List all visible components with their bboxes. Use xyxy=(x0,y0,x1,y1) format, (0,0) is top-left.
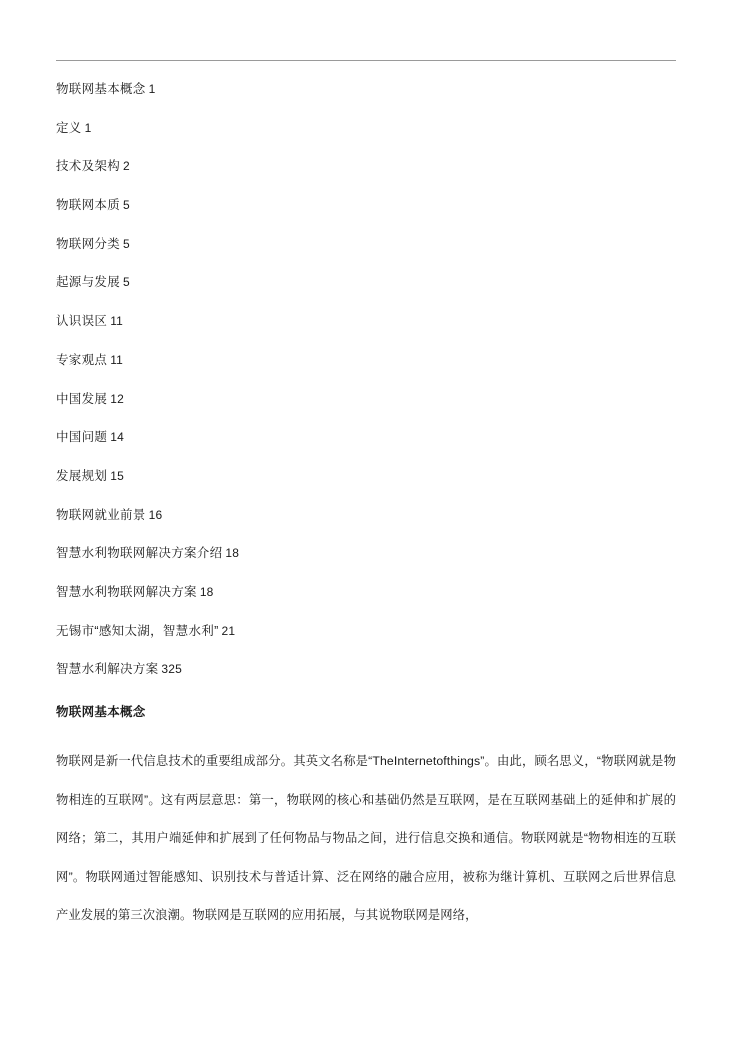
toc-entry-page: 1 xyxy=(148,82,156,96)
toc-entry-title: 物联网分类 xyxy=(56,236,121,251)
toc-entry-title: 技术及架构 xyxy=(56,159,121,174)
toc-entry-title: 专家观点 xyxy=(56,352,108,367)
toc-entry-title: 智慧水利解决方案 xyxy=(56,662,159,677)
toc-entry-title: 物联网基本概念 xyxy=(56,82,146,96)
page-content xyxy=(56,60,676,935)
toc-entry-page: 5 xyxy=(123,198,130,213)
toc-entry[interactable] xyxy=(56,625,676,638)
toc-entry-page: 18 xyxy=(199,584,214,599)
toc-entry-page: 21 xyxy=(221,623,236,638)
toc-entry[interactable] xyxy=(56,393,676,406)
toc-entry[interactable] xyxy=(56,509,676,522)
toc-entry[interactable] xyxy=(56,663,676,676)
toc-entry[interactable] xyxy=(56,238,676,251)
toc-entry-title: 发展规划 xyxy=(56,468,108,483)
section-heading: 物联网基本概念 xyxy=(56,705,146,719)
section-paragraph: 物联网是新一代信息技术的重要组成部分。其英文名称是“TheInternetofthings”。由此，顾名思义，“物联网就是物物相连的互联网”。这有两层意思：第一，物联网的核心和基础仍然是互联网，是在互联网基础上的延伸和扩展的网络；第二，其用户端延伸和扩展到了任何物品与物品之间，进行信息交换和通信。物联网就是“物物相连的互联网”。物联网通过智能感知、识别技术与普适计算、泛在网络的融合应用，被称为继计算机、互联网之后世界信息产业发展的第三次浪潮。物联网是互联网的应用拓展，与其说物联网是网络， xyxy=(56,754,676,923)
toc-entry[interactable] xyxy=(56,354,676,367)
toc-entry-title: 起源与发展 xyxy=(56,275,121,290)
toc-entry-page: 12 xyxy=(110,391,124,406)
toc-entry[interactable] xyxy=(56,431,676,444)
toc-entry-page: 11 xyxy=(110,314,124,329)
toc-entry[interactable] xyxy=(56,83,676,96)
toc-entry-page: 5 xyxy=(123,275,130,290)
toc-entry-page: 14 xyxy=(110,430,124,445)
toc-entry[interactable] xyxy=(56,547,676,560)
toc-entry-title: 定义 xyxy=(56,120,82,135)
toc-entry-page: 2 xyxy=(123,159,130,174)
toc-entry-page: 5 xyxy=(123,236,130,251)
toc-entry-title: 中国问题 xyxy=(56,430,108,445)
toc-entry-page: 18 xyxy=(225,546,240,561)
toc-entry[interactable] xyxy=(56,199,676,212)
toc-entry-title: 无锡市“感知太湖，智慧水利” xyxy=(56,623,219,638)
toc-entry[interactable] xyxy=(56,276,676,289)
toc-entry-title: 认识误区 xyxy=(56,314,108,329)
toc-entry[interactable] xyxy=(56,122,676,135)
toc-entry-title: 物联网就业前景 xyxy=(56,507,146,522)
toc-entry-title: 智慧水利物联网解决方案介绍 xyxy=(56,546,223,561)
toc-entry-title: 智慧水利物联网解决方案 xyxy=(56,584,197,599)
toc-entry[interactable] xyxy=(56,470,676,483)
toc-entry[interactable] xyxy=(56,160,676,173)
toc-entry-page: 1 xyxy=(84,120,92,135)
toc-entry-title: 中国发展 xyxy=(56,391,108,406)
header-divider xyxy=(56,60,676,61)
toc-entry-title: 物联网本质 xyxy=(56,198,121,213)
toc-entry-page: 325 xyxy=(161,662,183,677)
toc-entry-page: 15 xyxy=(110,468,124,483)
toc-entry[interactable] xyxy=(56,315,676,328)
toc-entry[interactable] xyxy=(56,586,676,599)
table-of-contents xyxy=(56,83,676,676)
toc-entry-page: 16 xyxy=(148,507,163,522)
toc-entry-page: 11 xyxy=(110,352,124,367)
